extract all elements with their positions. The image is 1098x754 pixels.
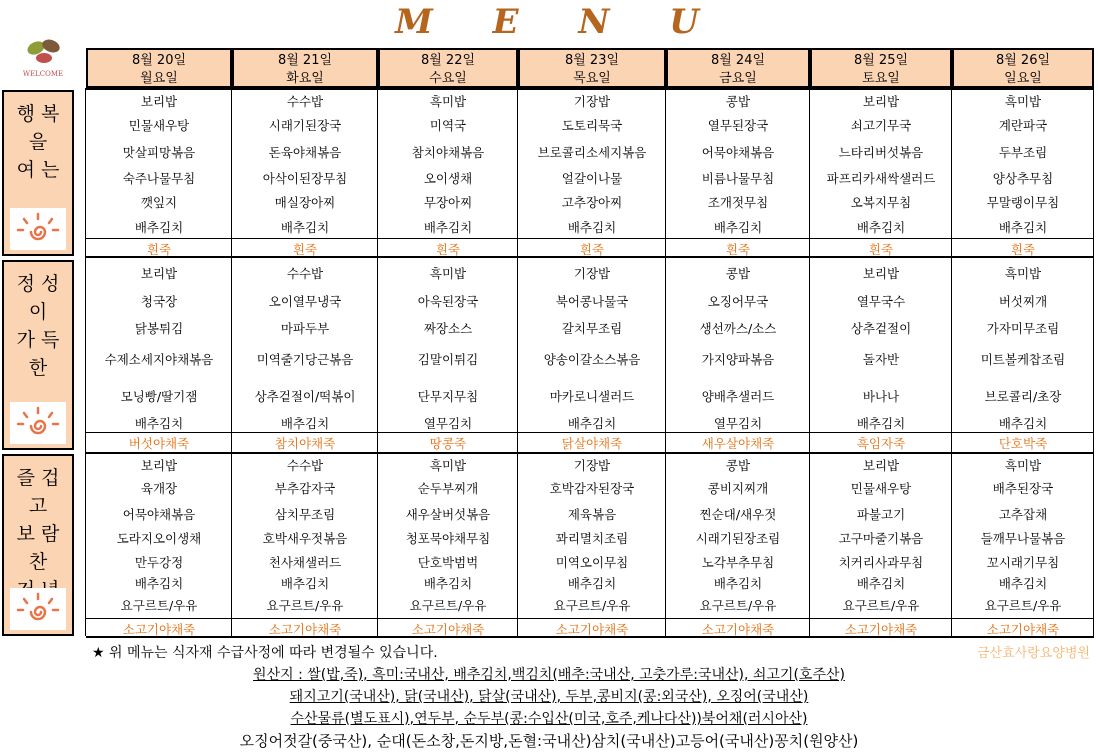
menu-item: 고구마줄기볶음 — [838, 531, 924, 546]
menu-item: 부추감자국 — [274, 481, 336, 496]
porridge-item: 소고기야채죽 — [986, 622, 1060, 637]
day-header-2 — [232, 48, 378, 88]
logo-text: WELCOME — [22, 70, 64, 78]
menu-item: 배추김치 — [713, 220, 763, 235]
menu-item: 가자미무조림 — [986, 321, 1060, 336]
day-header-4 — [518, 48, 666, 88]
menu-item: 미역국 — [429, 118, 467, 133]
menu-item: 요구르트/우유 — [266, 598, 344, 613]
menu-item: 요구르트/우유 — [984, 598, 1062, 613]
porridge-item: 소고기야채죽 — [411, 622, 485, 637]
menu-item: 기장밥 — [573, 266, 611, 281]
menu-item: 치커리사과무침 — [838, 555, 924, 570]
menu-item: 배추김치 — [856, 416, 906, 431]
menu-item: 배추된장국 — [992, 481, 1054, 496]
meal-divider — [86, 256, 1094, 258]
menu-item: 무말랭이무침 — [986, 195, 1060, 210]
menu-item: 상추겉절이/떡볶이 — [254, 389, 356, 404]
menu-item: 보리밥 — [140, 94, 178, 109]
menu-item: 오복지무침 — [850, 195, 912, 210]
menu-item: 도라지오이생채 — [116, 531, 202, 546]
menu-item: 조개젓무침 — [707, 195, 769, 210]
menu-item: 보리밥 — [862, 266, 900, 281]
menu-item: 배추김치 — [856, 576, 906, 591]
day-date: 8월 25일 — [853, 53, 909, 68]
menu-item: 두부조림 — [998, 145, 1048, 160]
sun-swirl-icon — [10, 208, 66, 250]
meal-label-line: 고 — [28, 495, 48, 517]
menu-item: 육개장 — [140, 481, 178, 496]
menu-item: 삼치무조림 — [274, 507, 336, 522]
meal-label-line: 가 득 — [16, 329, 60, 351]
porridge-item: 흰죽 — [292, 242, 318, 257]
menu-item: 배추김치 — [567, 576, 617, 591]
day-weekday: 목요일 — [573, 71, 611, 86]
menu-item: 배추김치 — [998, 220, 1048, 235]
menu-item: 얼갈이나물 — [561, 171, 623, 186]
day-date: 8월 24일 — [710, 53, 766, 68]
menu-item: 파불고기 — [856, 507, 906, 522]
menu-item: 양배추샐러드 — [701, 389, 775, 404]
porridge-item: 새우살야채죽 — [701, 436, 775, 451]
menu-item: 배추김치 — [998, 416, 1048, 431]
menu-item: 고추잡채 — [998, 507, 1048, 522]
day-header-5 — [666, 48, 810, 88]
origin-line-2: 돼지고기(국내산), 닭(국내산), 닭살(국내산), 두부,콩비지(콩:외국산), 오징어(국내산) — [289, 689, 809, 705]
menu-item: 시래기된장국 — [268, 118, 342, 133]
menu-title — [0, 2, 1098, 42]
day-weekday: 수요일 — [429, 71, 467, 86]
sun-swirl-icon — [10, 588, 66, 630]
menu-item: 바나나 — [862, 389, 900, 404]
menu-item: 보리밥 — [140, 266, 178, 281]
menu-item: 순두부찌개 — [417, 481, 479, 496]
menu-item: 도토리묵국 — [561, 118, 623, 133]
title-letter-u: U — [669, 2, 703, 42]
day-weekday: 토요일 — [862, 71, 900, 86]
menu-item: 닭봉튀김 — [134, 321, 184, 336]
menu-item: 열무김치 — [423, 416, 473, 431]
meal-label-text — [4, 92, 72, 184]
menu-item: 흑미밥 — [1004, 94, 1042, 109]
meal-label-line: 찬 — [28, 551, 48, 573]
porridge-divider — [86, 238, 1094, 239]
menu-item: 수제소세지야채볶음 — [104, 352, 214, 367]
meal-label-line: 을 — [28, 131, 48, 153]
meal-label-line: 보 람 — [16, 523, 60, 545]
menu-item: 시래기된장조림 — [695, 531, 781, 546]
meal-label-3 — [2, 454, 74, 636]
menu-item: 흑미밥 — [1004, 458, 1042, 473]
menu-item: 들깨무나물볶음 — [980, 531, 1066, 546]
menu-item: 찐순대/새우젓 — [699, 507, 777, 522]
porridge-item: 소고기야채죽 — [122, 622, 196, 637]
menu-item: 수수밥 — [286, 458, 324, 473]
origin-line-4: 오징어젓갈(중국산), 순대(돈소창,돈지방,돈혈:국내산)삼치(국내산)고등어(국내산)꽁치(원양산) — [239, 732, 859, 750]
menu-item: 열무김치 — [713, 416, 763, 431]
day-date: 8월 22일 — [420, 53, 476, 68]
origin-line-1: 원산지 : 쌀(밥,죽), 흑미:국내산, 배추김치,백김치(배추:국내산, 고춧가루:국내산), 쇠고기(호주산) — [253, 667, 845, 683]
menu-item: 배추김치 — [280, 220, 330, 235]
porridge-item: 흰죽 — [579, 242, 605, 257]
menu-item: 꽈리멸치조림 — [555, 531, 629, 546]
menu-item: 기장밥 — [573, 94, 611, 109]
menu-item: 어묵야채볶음 — [701, 145, 775, 160]
menu-item: 청국장 — [140, 294, 178, 309]
menu-item: 보리밥 — [862, 94, 900, 109]
menu-item: 비름나물무침 — [701, 171, 775, 186]
menu-item: 흑미밥 — [1004, 266, 1042, 281]
day-header-1 — [86, 48, 232, 88]
menu-item: 무장아찌 — [423, 195, 473, 210]
menu-item: 배추김치 — [713, 576, 763, 591]
porridge-item: 참치야채죽 — [274, 436, 336, 451]
menu-item: 생선까스/소스 — [699, 321, 777, 336]
day-date: 8월 23일 — [564, 53, 620, 68]
porridge-item: 흰죽 — [146, 242, 172, 257]
meal-divider — [86, 88, 1094, 90]
meal-label-line: 정 성 — [16, 273, 60, 295]
menu-item: 맛살피망볶음 — [122, 145, 196, 160]
title-letter-m: M — [395, 2, 437, 42]
day-date: 8월 21일 — [277, 53, 333, 68]
menu-item: 마카로니샐러드 — [549, 389, 635, 404]
menu-item: 배추김치 — [134, 220, 184, 235]
menu-item: 보리밥 — [140, 458, 178, 473]
menu-item: 오이생채 — [423, 171, 473, 186]
porridge-item: 소고기야채죽 — [701, 622, 775, 637]
porridge-item: 흑임자죽 — [856, 436, 906, 451]
porridge-item: 소고기야채죽 — [555, 622, 629, 637]
menu-item: 수수밥 — [286, 94, 324, 109]
menu-item: 돈육야채볶음 — [268, 145, 342, 160]
menu-item: 수수밥 — [286, 266, 324, 281]
menu-item: 아삭이된장무침 — [262, 171, 348, 186]
meal-label-line: 즐 겁 — [16, 467, 60, 489]
menu-item: 열무국수 — [856, 294, 906, 309]
menu-item: 천사채샐러드 — [268, 555, 342, 570]
menu-item: 느타리버섯볶음 — [838, 145, 924, 160]
menu-item: 배추김치 — [423, 220, 473, 235]
day-header-6 — [810, 48, 952, 88]
meal-label-1 — [2, 90, 74, 256]
menu-item: 열무된장국 — [707, 118, 769, 133]
menu-item: 배추김치 — [280, 576, 330, 591]
menu-item: 오징어무국 — [707, 294, 769, 309]
menu-item: 짜장소스 — [423, 321, 473, 336]
day-header-7 — [952, 48, 1094, 88]
menu-item: 배추김치 — [567, 220, 617, 235]
menu-item: 쇠고기무국 — [850, 118, 912, 133]
menu-item: 버섯찌개 — [998, 294, 1048, 309]
menu-item: 배추김치 — [134, 416, 184, 431]
day-weekday: 일요일 — [1004, 71, 1042, 86]
menu-item: 요구르트/우유 — [409, 598, 487, 613]
menu-item: 민물새우탕 — [128, 118, 190, 133]
menu-item: 보리밥 — [862, 458, 900, 473]
menu-item: 민물새우탕 — [850, 481, 912, 496]
menu-item: 참치야채볶음 — [411, 145, 485, 160]
title-letter-n: N — [578, 2, 614, 42]
menu-item: 콩밥 — [725, 266, 751, 281]
menu-item: 배추김치 — [423, 576, 473, 591]
meal-label-line: 이 — [28, 301, 48, 323]
meal-label-line: 행 복 — [16, 103, 60, 125]
menu-item: 배추김치 — [856, 220, 906, 235]
meal-divider — [86, 452, 1094, 454]
menu-item: 매실장아찌 — [274, 195, 336, 210]
menu-item: 청포묵야채무침 — [405, 531, 491, 546]
menu-item: 노각부추무침 — [701, 555, 775, 570]
meal-label-text — [4, 456, 72, 604]
menu-item: 요구르트/우유 — [553, 598, 631, 613]
table-bottom-border — [86, 636, 1094, 638]
menu-item: 흑미밥 — [429, 266, 467, 281]
porridge-item: 흰죽 — [725, 242, 751, 257]
menu-item: 단호박범벅 — [417, 555, 479, 570]
menu-item: 요구르트/우유 — [120, 598, 198, 613]
menu-item: 흑미밥 — [429, 458, 467, 473]
menu-item: 새우살버섯볶음 — [405, 507, 491, 522]
menu-item: 아욱된장국 — [417, 294, 479, 309]
menu-item: 양상추무침 — [992, 171, 1054, 186]
day-weekday: 월요일 — [140, 71, 178, 86]
menu-item: 호박새우젓볶음 — [262, 531, 348, 546]
menu-item: 숙주나물무침 — [122, 171, 196, 186]
menu-item: 오이열무냉국 — [268, 294, 342, 309]
menu-item: 단무지무침 — [417, 389, 479, 404]
title-letter-e: E — [492, 2, 523, 42]
menu-item: 브로콜리/초장 — [984, 389, 1062, 404]
menu-item: 계란파국 — [998, 118, 1048, 133]
menu-item: 콩밥 — [725, 94, 751, 109]
day-date: 8월 20일 — [131, 53, 187, 68]
menu-item: 갈치무조림 — [561, 321, 623, 336]
origin-line-3: 수산물류(별도표시),연두부, 순두부(콩:수입산(미국,호주,케나다산))북어채(러시아산) — [290, 711, 808, 727]
menu-item: 브로콜리소세지볶음 — [537, 145, 647, 160]
porridge-divider — [86, 432, 1094, 433]
meal-label-text — [4, 262, 72, 382]
menu-item: 배추김치 — [134, 576, 184, 591]
menu-item: 기장밥 — [573, 458, 611, 473]
porridge-item: 흰죽 — [435, 242, 461, 257]
welcome-logo-icon — [6, 34, 80, 80]
menu-item: 제육볶음 — [567, 507, 617, 522]
menu-item: 상추겉절이 — [850, 321, 912, 336]
menu-item: 호박감자된장국 — [549, 481, 635, 496]
menu-item: 만두강정 — [134, 555, 184, 570]
menu-item: 요구르트/우유 — [842, 598, 920, 613]
menu-item: 가지양파볶음 — [701, 352, 775, 367]
menu-item: 김말이튀김 — [417, 352, 479, 367]
menu-item: 파프리카새싹샐러드 — [826, 171, 936, 186]
porridge-item: 땅콩죽 — [429, 436, 467, 451]
menu-item: 깻잎지 — [140, 195, 178, 210]
sun-swirl-icon — [10, 402, 66, 444]
menu-item: 북어콩나물국 — [555, 294, 629, 309]
porridge-item: 단호박죽 — [998, 436, 1048, 451]
menu-item: 모닝빵/딸기잼 — [120, 389, 198, 404]
menu-item: 배추김치 — [280, 416, 330, 431]
menu-item: 요구르트/우유 — [699, 598, 777, 613]
menu-item: 꼬시래기무침 — [986, 555, 1060, 570]
menu-item: 고추장아찌 — [561, 195, 623, 210]
menu-item: 미역줄기당근볶음 — [256, 352, 354, 367]
porridge-item: 흰죽 — [1010, 242, 1036, 257]
meal-label-line: 여 는 — [16, 159, 60, 181]
day-weekday: 화요일 — [286, 71, 324, 86]
menu-item: 배추김치 — [998, 576, 1048, 591]
meal-label-2 — [2, 260, 74, 450]
menu-item: 배추김치 — [567, 416, 617, 431]
meal-label-line: 한 — [28, 357, 48, 379]
day-header-3 — [378, 48, 518, 88]
menu-item: 미트볼케찹조림 — [980, 352, 1066, 367]
menu-item: 양송이갈소스볶음 — [543, 352, 641, 367]
porridge-item: 닭살야채죽 — [561, 436, 623, 451]
porridge-item: 버섯야채죽 — [128, 436, 190, 451]
porridge-item: 소고기야채죽 — [844, 622, 918, 637]
hospital-name: 금산효사랑요양병원 — [976, 646, 1090, 661]
porridge-item: 흰죽 — [868, 242, 894, 257]
menu-item: 돌자반 — [862, 352, 900, 367]
porridge-divider — [86, 618, 1094, 619]
menu-item: 콩비지찌개 — [707, 481, 769, 496]
day-weekday: 금요일 — [719, 71, 757, 86]
menu-item: 콩밥 — [725, 458, 751, 473]
menu-item: 마파두부 — [280, 321, 330, 336]
day-date: 8월 26일 — [995, 53, 1051, 68]
menu-item: 미역오이무침 — [555, 555, 629, 570]
menu-item: 흑미밥 — [429, 94, 467, 109]
porridge-item: 소고기야채죽 — [268, 622, 342, 637]
menu-item: 어묵야채볶음 — [122, 507, 196, 522]
notice-text: ★ 위 메뉴는 식자재 수급사정에 따라 변경될수 있습니다. — [92, 645, 438, 661]
